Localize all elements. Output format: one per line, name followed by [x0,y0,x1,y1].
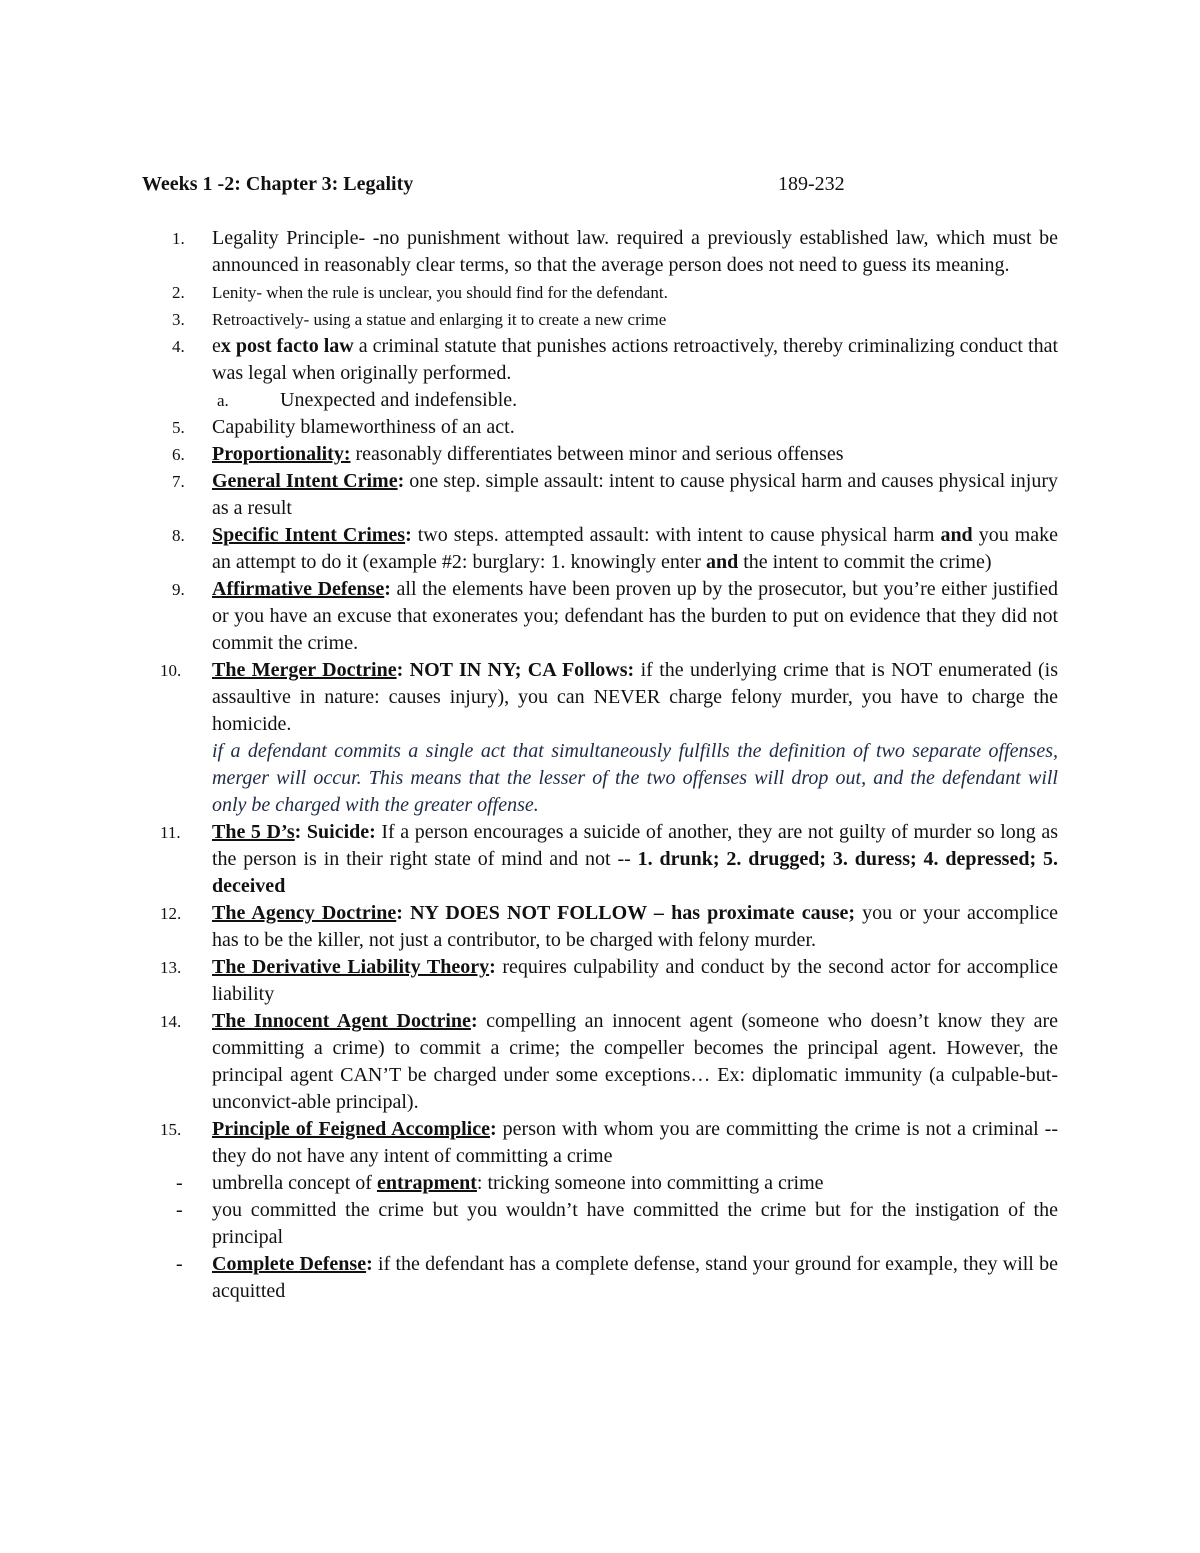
item-text: If a person encourages a suicide of another, they are not guilty of murder so long as the person is in their right state of mind and not -- [212,821,1058,870]
heading-title: Weeks 1 -2: Chapter 3: Legality [142,173,414,195]
dash-text: if the defendant has a complete defense, stand your ground for example, they will be acquitted [212,1253,1058,1302]
list-item-7 [140,468,1058,522]
item-text: a criminal statute that punishes actions retroactively, thereby criminalizing conduct that was legal when originally performed. [212,335,1059,384]
list-item-14 [140,1008,1058,1116]
list-subitem-4a [140,387,1058,414]
item-number: 4. [172,337,185,356]
item-term: The Innocent Agent Doctrine [212,1010,471,1032]
dash-term: Complete Defense [212,1253,367,1275]
list-item-6 [140,441,1058,468]
item-term: x post facto law [220,335,354,357]
dash-term: entrapment [376,1172,477,1194]
list-item-15 [140,1116,1058,1170]
dash-bullet: - [176,1199,183,1221]
item-text: all the elements have been proven up by the prosecutor, but you’re either justified or you have an excuse that exonerates you; defendant has the burden to put on evidence that they did not commit the crime. [212,578,1058,654]
list-item-12 [140,900,1058,954]
item-bold-list: 1. drunk; 2. drugged; 3. duress; 4. depressed; 5. deceived [212,848,1058,897]
item-text: the intent to commit the crime) [738,551,992,573]
item-emphasis: and [705,551,739,573]
list-item-10 [140,657,1058,819]
item-number: 6. [172,445,185,464]
list-item-3 [140,306,1058,333]
item-number: 1. [172,229,185,248]
document-heading [142,172,1062,196]
subitem-letter: a. [217,391,229,410]
item-term: Specific Intent Crimes [212,524,406,546]
item-text: Legality Principle- -no punishment without law. required a previously established law, which must be announced in reasonably clear terms, so that the average person does not need to guess its meaning. [212,227,1058,276]
item-text: two steps. attempted assault: with intent to cause physical harm [411,524,941,546]
item-italic-note: if a defendant commits a single act that simultaneously fulfills the definition of two separate offenses, merger will occur. This means that the lesser of the two offenses will drop out, and the defendant will only be charged with the greater offense. [212,740,1058,816]
item-term: Proportionality: [212,443,351,465]
item-term: The Agency Doctrine [212,902,397,924]
item-text: compelling an innocent agent (someone who doesn’t know they are committing a crime) to commit a crime; the compeller becomes the principal agent. However, the principal agent CAN’T be charged under some exceptions… Ex: diplomatic immunity (a culpable-but-unconvict-able principal). [212,1010,1058,1113]
item-term: Principle of Feigned Accomplice [212,1118,490,1140]
item-number: 5. [172,418,185,437]
notes-list [140,225,1058,1305]
item-colon: : [405,524,412,546]
list-item-1 [140,225,1058,279]
dash-text: : tricking someone into committing a crime [476,1172,824,1194]
list-item-5 [140,414,1058,441]
item-text: Retroactively- using a statue and enlarging it to create a new crime [212,310,667,329]
dash-bullet: - [176,1172,183,1194]
item-term: The Merger Doctrine [212,659,397,681]
dash-item-2 [140,1197,1058,1251]
item-number: 7. [172,472,185,491]
item-text: Lenity- when the rule is unclear, you should find for the defendant. [212,283,668,302]
item-number: 9. [172,580,185,599]
item-number: 10. [160,661,182,680]
item-text: if the underlying crime that is NOT enumerated (is assaultive in nature: causes injury), you can NEVER charge felony murder, you have to charge the homicide. [212,659,1058,735]
item-text: you or your accomplice has to be the killer, not just a contributor, to be charged with felony murder. [212,902,1058,951]
item-bold-note: : NOT IN NY; CA Follows: [396,659,635,681]
item-colon: : [384,578,391,600]
list-item-9 [140,576,1058,657]
heading-page-range: 189-232 [778,173,845,195]
item-number: 14. [160,1012,182,1031]
item-colon: : [489,956,496,978]
list-item-8 [140,522,1058,576]
item-text: you make an attempt to do it (example #2: burglary: 1. knowingly enter [212,524,1059,573]
list-item-4 [140,333,1058,387]
item-number: 12. [160,904,182,923]
dash-bullet: - [176,1253,183,1275]
item-number: 2. [172,283,185,302]
item-number: 8. [172,526,185,545]
list-item-11 [140,819,1058,900]
item-term: Affirmative Defense [212,578,385,600]
item-number: 11. [160,823,181,842]
dash-text: you committed the crime but you wouldn’t have committed the crime but for the instigation of the principal [212,1199,1058,1248]
item-term: The 5 D’s [212,821,295,843]
subitem-text: Unexpected and indefensible. [280,389,518,411]
item-colon: : [470,1010,478,1032]
item-term: General Intent Crime [212,470,398,492]
item-bold-note: : Suicide: [294,821,376,843]
item-emphasis: and [940,524,973,546]
list-item-2 [140,279,1058,306]
item-bold-note: : NY DOES NOT FOLLOW – has proximate cause; [396,902,856,924]
item-prefix: e [212,335,221,357]
item-colon: : [489,1118,497,1140]
item-text: one step. simple assault: intent to cause physical harm and causes physical injury as a result [212,470,1058,519]
item-colon: : [397,470,405,492]
dash-item-3 [140,1251,1058,1305]
item-number: 13. [160,958,182,977]
item-number: 3. [172,310,185,329]
item-number: 15. [160,1120,182,1139]
item-text: person with whom you are committing the crime is not a criminal -- they do not have any intent of committing a crime [212,1118,1058,1167]
list-item-13 [140,954,1058,1008]
item-text: reasonably differentiates between minor and serious offenses [350,443,844,465]
dash-item-1 [140,1170,1058,1197]
dash-prefix: umbrella concept of [212,1172,377,1194]
item-text: Capability blameworthiness of an act. [212,416,515,438]
item-text: requires culpability and conduct by the second actor for accomplice liability [212,956,1058,1005]
item-term: The Derivative Liability Theory [212,956,490,978]
dash-colon: : [366,1253,373,1275]
